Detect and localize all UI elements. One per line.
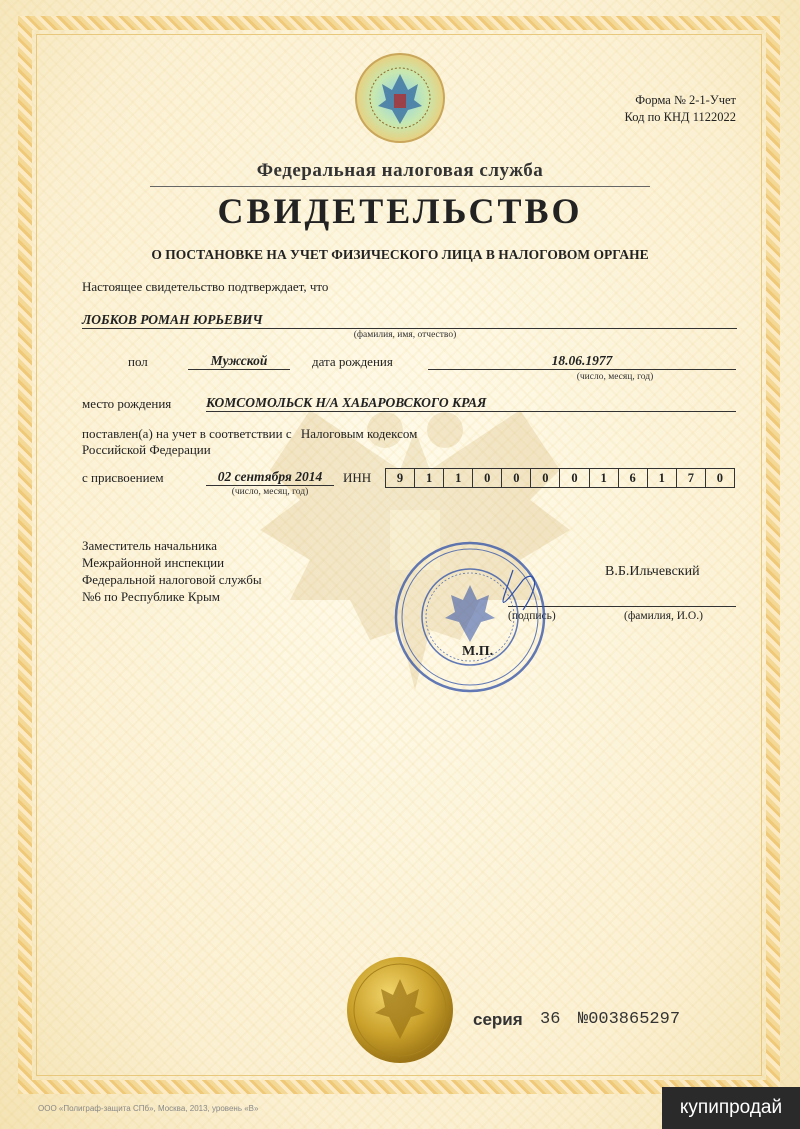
- birth-date-label: дата рождения: [312, 354, 393, 369]
- inn-digit: 1: [444, 469, 473, 487]
- gold-seal-icon: [345, 955, 455, 1065]
- stamp-place-label: М.П.: [462, 644, 494, 659]
- position-line-2: Межрайонной инспекции: [82, 555, 225, 570]
- registered-basis: Налоговым кодексом: [300, 426, 418, 441]
- inn-digit: 9: [386, 469, 415, 487]
- birth-place-label: место рождения: [82, 396, 172, 411]
- sex-value: Мужской: [210, 353, 268, 368]
- position-line-3: Федеральной налоговой службы: [82, 572, 262, 587]
- assigned-date-value: 02 сентября 2014: [217, 469, 323, 484]
- hologram-emblem-icon: [352, 50, 448, 146]
- registered-text: поставлен(а) на учет в соответствии с: [82, 426, 292, 441]
- assigned-date-hint: (число, месяц, год): [231, 487, 309, 497]
- position-line-1: Заместитель начальника: [82, 538, 217, 553]
- full-name-line: [82, 311, 737, 329]
- birth-date-value: 18.06.1977: [551, 353, 613, 368]
- inn-digit: 1: [590, 469, 619, 487]
- form-number: Форма № 2-1-Учет: [635, 93, 736, 107]
- inn-digit: 0: [531, 469, 560, 487]
- agency-divider: [150, 186, 650, 187]
- document-title: СВИДЕТЕЛЬСТВО: [217, 191, 583, 231]
- knd-code: Код по КНД 1122022: [624, 110, 736, 124]
- inn-label: ИНН: [343, 470, 372, 485]
- signature-hint: (подпись): [508, 610, 556, 622]
- inn-digits: [385, 468, 735, 488]
- full-name-hint: (фамилия, имя, отчество): [353, 330, 457, 340]
- brand-watermark: купипродай: [662, 1087, 800, 1129]
- inn-digit: 7: [677, 469, 706, 487]
- registered-line1: [82, 426, 417, 442]
- assigned-label: с присвоением: [82, 470, 164, 485]
- document-subtitle: О ПОСТАНОВКЕ НА УЧЕТ ФИЗИЧЕСКОГО ЛИЦА В НАЛОГОВОМ ОРГАНЕ: [151, 247, 649, 262]
- tax-office-stamp-icon: [393, 540, 548, 695]
- inn-digit: 1: [415, 469, 444, 487]
- inn-digit: 0: [473, 469, 502, 487]
- assigned-date-field: [206, 468, 334, 486]
- sex-label: пол: [128, 354, 148, 369]
- birth-place-value: КОМСОМОЛЬСК Н/А ХАБАРОВСКОГО КРАЯ: [206, 395, 487, 410]
- inn-digit: 0: [560, 469, 589, 487]
- full-name-value: ЛОБКОВ РОМАН ЮРЬЕВИЧ: [82, 312, 263, 327]
- signatory-name: В.Б.Ильчевский: [605, 564, 700, 579]
- name-hint: (фамилия, И.О.): [624, 610, 703, 622]
- inn-digit: 1: [648, 469, 677, 487]
- birth-date-hint: (число, месяц, год): [576, 372, 654, 382]
- sex-field: [188, 352, 290, 370]
- form-code-block: [560, 92, 736, 126]
- position-line-4: №6 по Республике Крым: [82, 589, 220, 604]
- intro-text: Настоящее свидетельство подтверждает, что: [82, 279, 329, 294]
- registered-line2: Российской Федерации: [82, 442, 211, 457]
- inn-digit: 0: [716, 471, 724, 485]
- printer-note: ООО «Полиграф-защита СПб», Москва, 2013, уровень «В»: [38, 1104, 259, 1113]
- signatory-position: [82, 537, 262, 605]
- birth-place-field: [206, 394, 736, 412]
- inn-digit: 0: [502, 469, 531, 487]
- inn-digit: 6: [619, 469, 648, 487]
- agency-name: Федеральная налоговая служба: [256, 160, 544, 181]
- birth-date-field: [428, 352, 736, 370]
- series-value: 36: [540, 1010, 561, 1029]
- series-label: серия: [473, 1010, 523, 1029]
- certificate-number: №003865297: [578, 1010, 681, 1029]
